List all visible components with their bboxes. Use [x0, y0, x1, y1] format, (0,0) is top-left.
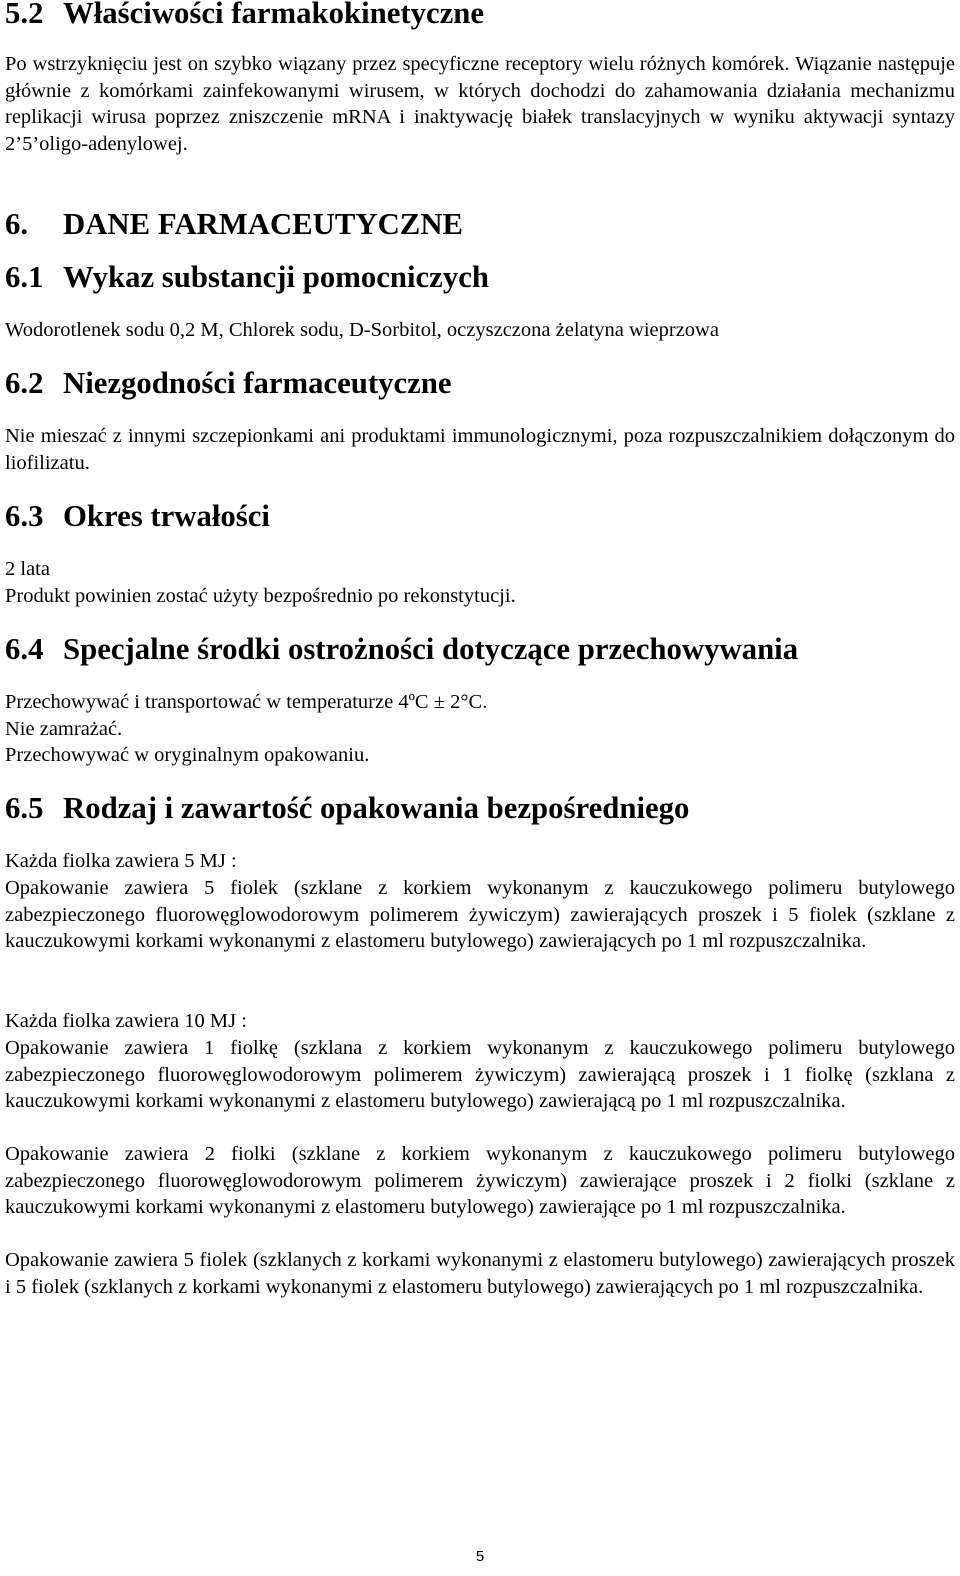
section-heading-6-1 — [5, 260, 489, 294]
section-heading-5-2 — [5, 0, 485, 30]
section-6-2-paragraph: Nie mieszać z innymi szczepionkami ani produktami immunologicznymi, poza rozpuszczalnikiem dołączonym do liofilizatu. — [5, 425, 955, 474]
page-number: 5 — [475, 1548, 485, 1565]
section-number: 6.2 — [5, 366, 44, 400]
section-heading-6-4 — [5, 632, 799, 666]
section-title: Niezgodności farmaceutyczne — [63, 366, 452, 400]
section-6-1-text: Wodorotlenek sodu 0,2 M, Chlorek sodu, D-Sorbitol, oczyszczona żelatyna wieprzowa — [5, 319, 719, 341]
package-group-heading-5mj: Każda fiolka zawiera 5 MJ : — [5, 850, 237, 872]
storage-no-freeze: Nie zamrażać. — [5, 718, 123, 740]
shelf-life-note: Produkt powinien zostać użyty bezpośrednio po rekonstytucji. — [5, 585, 516, 607]
shelf-life-value: 2 lata — [5, 558, 50, 580]
section-title: Rodzaj i zawartość opakowania bezpośredniego — [63, 791, 690, 825]
package-description: Opakowanie zawiera 1 fiolkę (szklana z korkiem wykonanym z kauczukowego polimeru butylowego zabezpieczonego fluorowęglowodorowym polimerem żywiczym) zawierającą proszek i 1 fiolkę (szklana z kauczukowymi korkami wykonanymi z elastomeru butylowego) zawierającą po 1 ml rozpuszczalnika. — [5, 1037, 955, 1112]
storage-temperature: Przechowywać i transportować w temperaturze 4ºC ± 2°C. — [5, 691, 488, 713]
section-number: 5.2 — [5, 0, 44, 30]
section-number: 6.1 — [5, 260, 44, 294]
package-description: Opakowanie zawiera 5 fiolek (szklane z korkiem wykonanym z kauczukowego polimeru butylowego zabezpieczonego fluorowęglowodorowym polimerem żywiczym) zawierających proszek i 5 fiolek (szklane z kauczukowymi korkami wykonanymi z elastomeru butylowego) zawierających po 1 ml rozpuszczalnika. — [5, 877, 955, 952]
section-number: 6.4 — [5, 632, 44, 666]
section-heading-6-5 — [5, 791, 690, 825]
package-description: Opakowanie zawiera 5 fiolek (szklanych z korkami wykonanymi z elastomeru butylowego) zawierających proszek i 5 fiolek (szklanych z korkami wykonanymi z elastomeru butylowego) zawierających po 1 ml rozpuszczalnika. — [5, 1249, 955, 1298]
section-number: 6.5 — [5, 791, 44, 825]
section-heading-6-2 — [5, 366, 452, 400]
package-group-heading-10mj: Każda fiolka zawiera 10 MJ : — [5, 1010, 247, 1032]
section-5-2-paragraph: Po wstrzyknięciu jest on szybko wiązany przez specyficzne receptory wielu różnych komórek. Wiązanie następuje głównie z komórkami zainfekowanymi wirusem, w których dochodzi do zahamowania działania mechanizmu replikacji wirusa poprzez zniszczenie mRNA i inaktywację białek translacyjnych w wyniku aktywacji syntazy 2’5’oligo-adenylowej. — [5, 53, 955, 155]
section-title: Wykaz substancji pomocniczych — [63, 260, 489, 294]
section-heading-6-3 — [5, 499, 270, 533]
section-number: 6. — [5, 207, 29, 241]
section-heading-6 — [5, 207, 464, 241]
section-title: Właściwości farmakokinetyczne — [63, 0, 485, 30]
section-title: Okres trwałości — [63, 499, 270, 533]
storage-original-package: Przechowywać w oryginalnym opakowaniu. — [5, 744, 370, 766]
section-title: Specjalne środki ostrożności dotyczące przechowywania — [63, 632, 799, 666]
package-description: Opakowanie zawiera 2 fiolki (szklane z korkiem wykonanym z kauczukowego polimeru butylowego zabezpieczonego fluorowęglowodorowym polimerem żywiczym) zawierające proszek i 2 fiolki (szklane z kauczukowymi korkami wykonanymi z elastomeru butylowego) zawierające po 1 ml rozpuszczalnika. — [5, 1143, 955, 1218]
section-number: 6.3 — [5, 499, 44, 533]
section-title: DANE FARMACEUTYCZNE — [63, 207, 464, 241]
